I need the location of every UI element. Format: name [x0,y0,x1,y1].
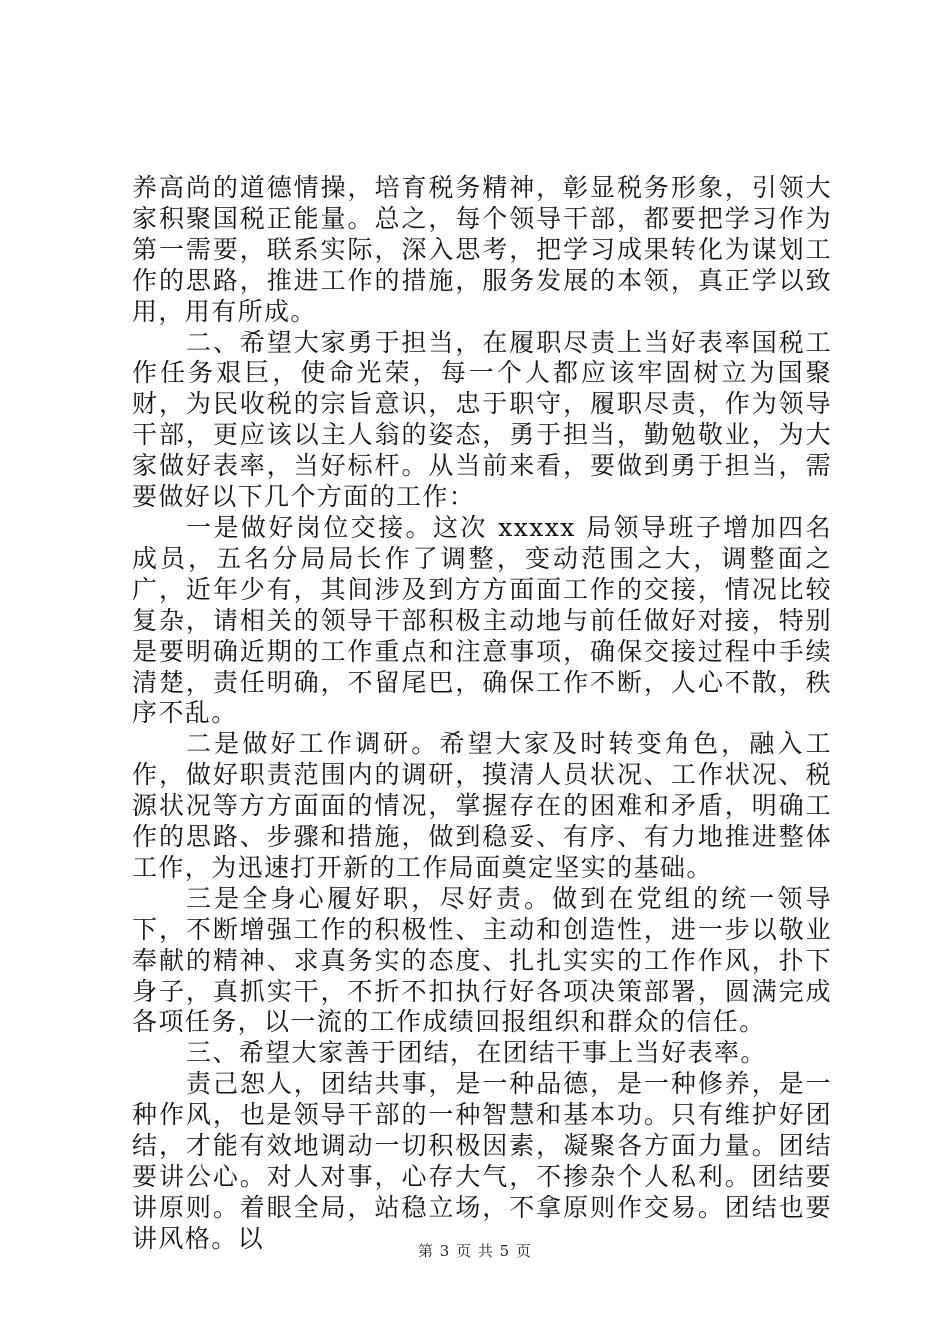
paragraph-item-three: 三是全身心履好职，尽好责。做到在党组的统一领导下，不断增强工作的积极性、主动和创造性，进一步以敬业奉献的精神、求真务实的态度、扎扎实实的工作作风，扑下身子，真抓实干，不折不扣执行好各项决策部署，圆满完成各项任务，以一流的工作成绩回报组织和群众的信任。 [132,883,832,1037]
paragraph-section-two: 二、希望大家勇于担当，在履职尽责上当好表率国税工作任务艰巨，使命光荣，每一个人都应该牢固树立为国聚财，为民收税的宗旨意识，忠于职守，履职尽责，作为领导干部，更应该以主人翁的姿态，勇于担当，勤勉敬业，为大家做好表率，当好标杆。从当前来看，要做到勇于担当，需要做好以下几个方面的工作： [132,327,832,512]
document-body [132,173,832,1255]
paragraph-continuation: 养高尚的道德情操，培育税务精神，彰显税务形象，引领大家积聚国税正能量。总之，每个领导干部，都要把学习作为第一需要，联系实际，深入思考，把学习成果转化为谋划工作的思路，推进工作的措施，服务发展的本领，真正学以致用，用有所成。 [132,173,832,326]
paragraph-item-one: 一是做好岗位交接。这次 xxxxx 局领导班子增加四名成员，五名分局局长作了调整，变动范围之大，调整面之广，近年少有，其间涉及到方方面面工作的交接，情况比较复杂，请相关的领导干部积极主动地与前任做好对接，特别是要明确近期的工作重点和注意事项，确保交接过程中手续清楚，责任明确，不留尾巴，确保工作不断，人心不散，秩序不乱。 [132,512,832,728]
paragraph-section-three-heading: 三、希望大家善于团结，在团结干事上当好表率。 [186,1038,767,1068]
paragraph-unity: 责己恕人，团结共事，是一种品德，是一种修养，是一种作风，也是领导干部的一种智慧和基本功。只有维护好团结，才能有效地调动一切积极因素，凝聚各方面力量。团结要讲公心。对人对事，心存大气，不掺杂个人私利。团结要讲原则。着眼全局，站稳立场，不拿原则作交易。团结也要讲风格。以 [132,1069,832,1253]
paragraph-item-two: 二是做好工作调研。希望大家及时转变角色，融入工作，做好职责范围内的调研，摸清人员状况、工作状况、税源状况等方方面面的情况，掌握存在的困难和矛盾，明确工作的思路、步骤和措施，做到稳妥、有序、有力地推进整体工作，为迅速打开新的工作局面奠定坚实的基础。 [132,729,832,882]
page-footer: 第 3 页 共 5 页 [418,1242,532,1260]
